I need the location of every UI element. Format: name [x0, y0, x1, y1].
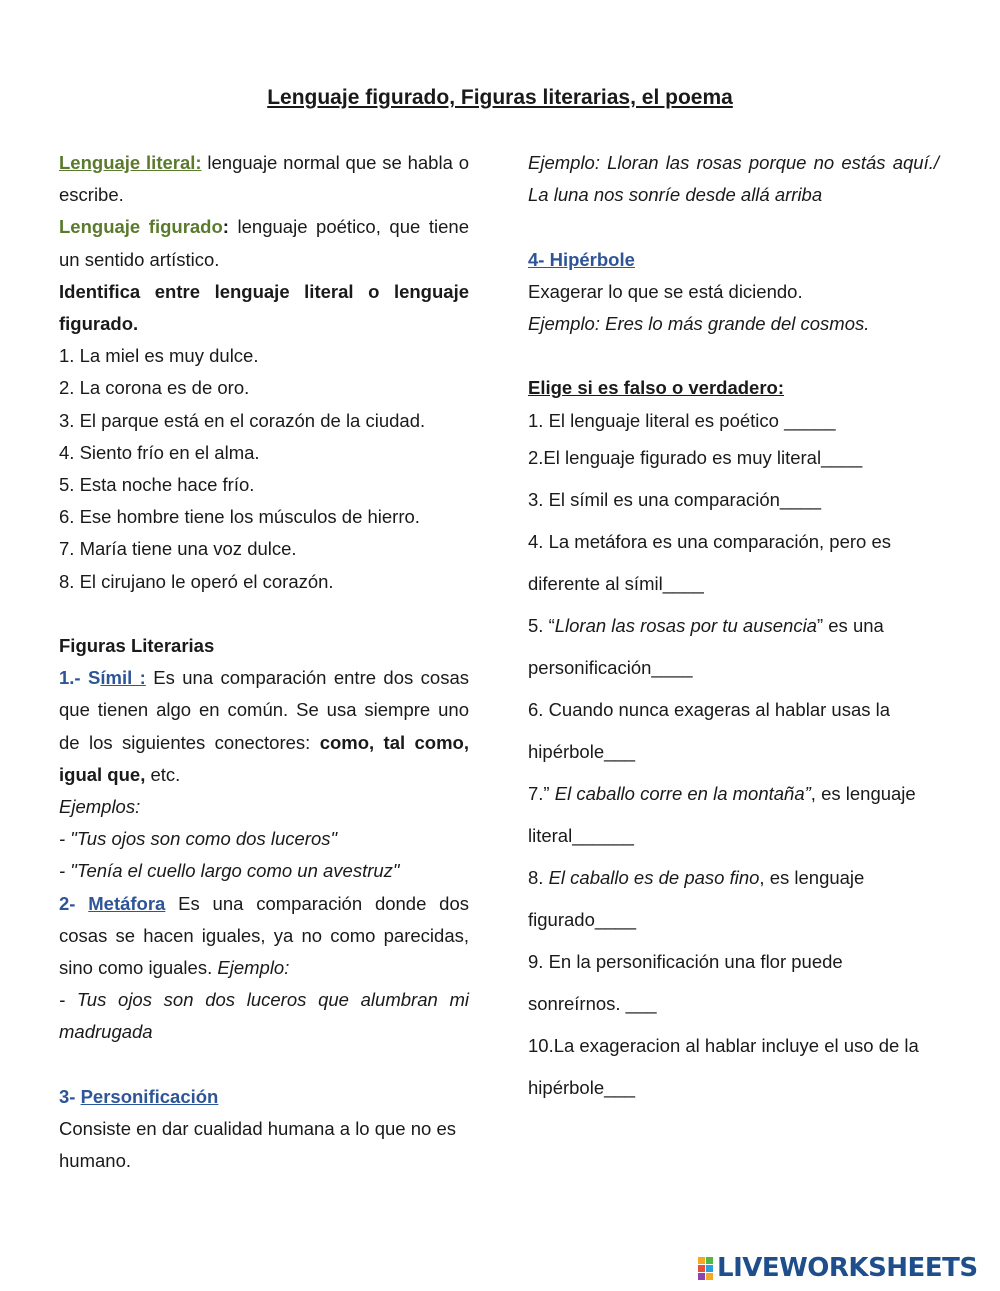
simil-def: Es una comparación entre dos cosas que tienen algo en común. Se usa siempre uno de los siguientes conectores: — [59, 667, 470, 753]
liveworksheets-logo — [698, 1252, 978, 1284]
spacer — [59, 1049, 469, 1081]
sentence-item: 2. La corona es de oro. — [59, 377, 250, 399]
hiperbole-def: Exagerar lo que se está diciendo. — [528, 280, 803, 302]
sentence-item: 5. Esta noche hace frío. — [59, 474, 255, 496]
literal-def: lenguaje normal que se habla o escribe. — [59, 152, 469, 206]
q5-open: 5. “ — [528, 614, 555, 636]
liveworksheets-logo-icon — [698, 1257, 713, 1280]
hiperbole-heading: 4- Hipérbole — [528, 248, 635, 270]
spacer — [528, 211, 939, 243]
spacer — [528, 340, 939, 372]
tf-question-9: 9. En la personificación una flor puede sonreírnos. ___ — [528, 950, 843, 1014]
q8-quote: El caballo es de paso fino — [548, 866, 760, 888]
tf-question-7 — [528, 773, 939, 857]
q7-rest: , es lenguaje literal______ — [528, 782, 916, 846]
hiperbole-example: Ejemplo: Eres lo más grande del cosmos. — [528, 313, 870, 334]
figurado-term: Lenguaje figurado — [59, 216, 223, 238]
personif-name: Personificación — [80, 1085, 219, 1107]
figures-heading: Figuras Literarias — [59, 635, 215, 657]
simil-example: - "Tenía el cuello largo como un avestruz" — [59, 860, 400, 882]
sentence-item: 6. Ese hombre tiene los músculos de hierro. — [59, 506, 420, 528]
personif-number: 3- — [59, 1085, 81, 1107]
literal-term: Lenguaje literal: — [59, 152, 202, 173]
tf-heading: Elige si es falso o verdadero: — [528, 377, 785, 399]
example-label: Ejemplo: — [217, 957, 290, 979]
figurado-def: lenguaje poético, que tiene un sentido artístico. — [59, 216, 469, 270]
tf-question-4: 4. La metáfora es una comparación, pero es diferente al símil____ — [528, 530, 892, 594]
page-title: Lenguaje figurado, Figuras literarias, el poema — [267, 86, 733, 109]
tf-question-6: 6. Cuando nunca exageras al hablar usas la hipérbole___ — [528, 698, 891, 762]
q5-rest: ” es una personificación____ — [528, 614, 884, 678]
right-column — [528, 147, 939, 1109]
tf-question-2: 2.El lenguaje figurado es muy literal____ — [528, 446, 863, 468]
simil-etc: etc. — [145, 763, 181, 785]
q5-quote: Lloran las rosas por tu ausencia — [554, 614, 817, 636]
metafora-section — [59, 888, 469, 985]
spacer — [59, 598, 469, 630]
figurado-definition — [59, 211, 469, 275]
tf-question-1: 1. El lenguaje literal es poético _____ — [528, 409, 836, 431]
q7-open: 7.” — [528, 782, 550, 804]
tf-question-8 — [528, 857, 939, 941]
sentence-item: 8. El cirujano le operó el corazón. — [59, 570, 334, 592]
examples-label: Ejemplos: — [59, 796, 141, 818]
personif-example: Ejemplo: Lloran las rosas porque no estás aquí./ La luna nos sonríe desde allá arriba — [528, 152, 939, 206]
personif-def: Consiste en dar cualidad humana a lo que no es humano. — [59, 1118, 456, 1172]
sentence-item: 7. María tiene una voz dulce. — [59, 538, 297, 560]
simil-name: ímil : — [100, 667, 146, 689]
logo-brand-text: LIVEWORKSHEETS — [717, 1253, 978, 1283]
literal-definition — [59, 147, 469, 211]
metafora-name: Metáfora — [88, 892, 166, 914]
q8-open: 8. — [528, 866, 549, 888]
metafora-example: - Tus ojos son dos luceros que alumbran mi madrugada — [59, 989, 469, 1043]
metafora-def: Es una comparación donde dos cosas se hacen iguales, ya no como parecidas, sino como iguales. — [59, 892, 470, 979]
q7-quote: El caballo corre en la montaña” — [549, 782, 811, 804]
personif-heading — [59, 1081, 469, 1113]
sentence-item: 4. Siento frío en el alma. — [59, 441, 260, 463]
simil-connectors: como, tal como, igual que, — [59, 731, 469, 785]
tf-question-3: 3. El símil es una comparación____ — [528, 488, 822, 510]
identify-heading: Identifica entre lenguaje literal o lenguaje figurado. — [59, 280, 469, 335]
simil-number: 1.- S — [59, 667, 101, 689]
q8-rest: , es lenguaje figurado____ — [528, 866, 865, 930]
simil-section — [59, 662, 469, 791]
metafora-number: 2- — [59, 892, 89, 914]
left-column — [59, 147, 469, 1177]
figurado-colon: : — [222, 216, 229, 238]
tf-question-10: 10.La exageracion al hablar incluye el uso de la hipérbole___ — [528, 1034, 919, 1098]
tf-question-5 — [528, 605, 939, 689]
simil-example: - "Tus ojos son como dos luceros" — [59, 828, 338, 850]
sentence-item: 1. La miel es muy dulce. — [59, 345, 259, 367]
sentence-item: 3. El parque está en el corazón de la ciudad. — [59, 409, 426, 431]
